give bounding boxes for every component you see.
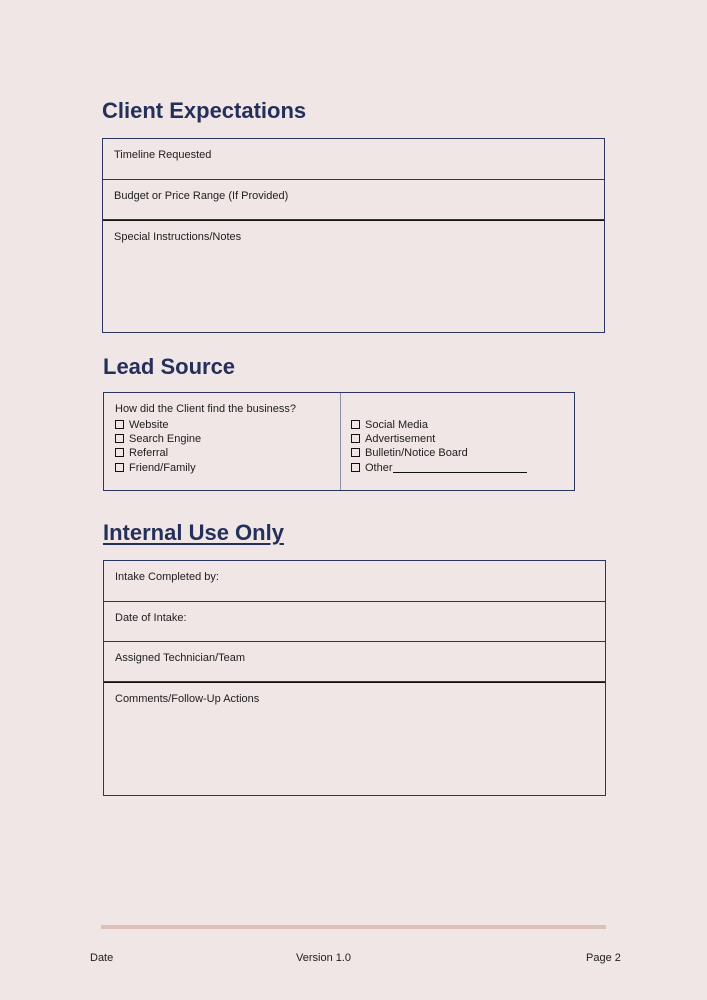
checkbox-icon[interactable] (351, 463, 360, 472)
option-friend-family[interactable] (115, 461, 196, 475)
option-social-media[interactable] (351, 418, 428, 432)
internal-use-heading: Internal Use Only (103, 520, 284, 545)
field-label: Comments/Follow-Up Actions (115, 693, 260, 705)
checkbox-icon[interactable] (115, 463, 124, 472)
footer-divider (101, 925, 606, 929)
client-expectations-heading: Client Expectations (102, 98, 307, 123)
option-label: Advertisement (365, 433, 436, 445)
field-label: Intake Completed by: (115, 571, 219, 583)
lead-source-question: How did the Client find the business? (115, 403, 296, 415)
footer-version: Version 1.0 (296, 952, 352, 964)
checkbox-icon[interactable] (351, 420, 360, 429)
checkbox-icon[interactable] (351, 434, 360, 443)
option-search-engine[interactable] (115, 432, 201, 446)
checkbox-icon[interactable] (115, 434, 124, 443)
checkbox-icon[interactable] (115, 448, 124, 457)
column-divider (340, 393, 341, 490)
option-label: Friend/Family (129, 462, 196, 474)
comments-follow-up-field[interactable] (104, 682, 605, 795)
client-expectations-table (102, 138, 605, 333)
option-bulletin-board[interactable] (351, 446, 468, 460)
field-label: Assigned Technician/Team (115, 652, 246, 664)
lead-source-heading: Lead Source (103, 354, 236, 379)
intake-completed-by-field[interactable] (104, 561, 605, 602)
field-label: Date of Intake: (115, 612, 187, 624)
option-advertisement[interactable] (351, 432, 435, 446)
date-of-intake-field[interactable] (104, 602, 605, 642)
footer-date: Date (90, 952, 114, 964)
internal-use-table (103, 560, 606, 796)
option-label: Bulletin/Notice Board (365, 447, 468, 459)
checkbox-icon[interactable] (351, 448, 360, 457)
checkbox-icon[interactable] (115, 420, 124, 429)
timeline-requested-field[interactable] (103, 139, 604, 180)
other-write-in-line[interactable] (393, 462, 527, 473)
option-label: Other (365, 462, 393, 474)
field-label: Special Instructions/Notes (114, 231, 242, 243)
special-instructions-field[interactable] (103, 220, 604, 332)
field-label: Budget or Price Range (If Provided) (114, 190, 289, 202)
option-referral[interactable] (115, 446, 168, 460)
option-label: Social Media (365, 419, 428, 431)
option-label: Referral (129, 447, 169, 459)
field-label: Timeline Requested (114, 149, 212, 161)
assigned-technician-field[interactable] (104, 642, 605, 682)
option-label: Website (129, 419, 169, 431)
lead-source-box (103, 392, 575, 491)
footer-page-number: Page 2 (586, 952, 621, 964)
option-website[interactable] (115, 418, 169, 432)
budget-field[interactable] (103, 180, 604, 220)
option-other[interactable] (351, 461, 527, 475)
option-label: Search Engine (129, 433, 202, 445)
